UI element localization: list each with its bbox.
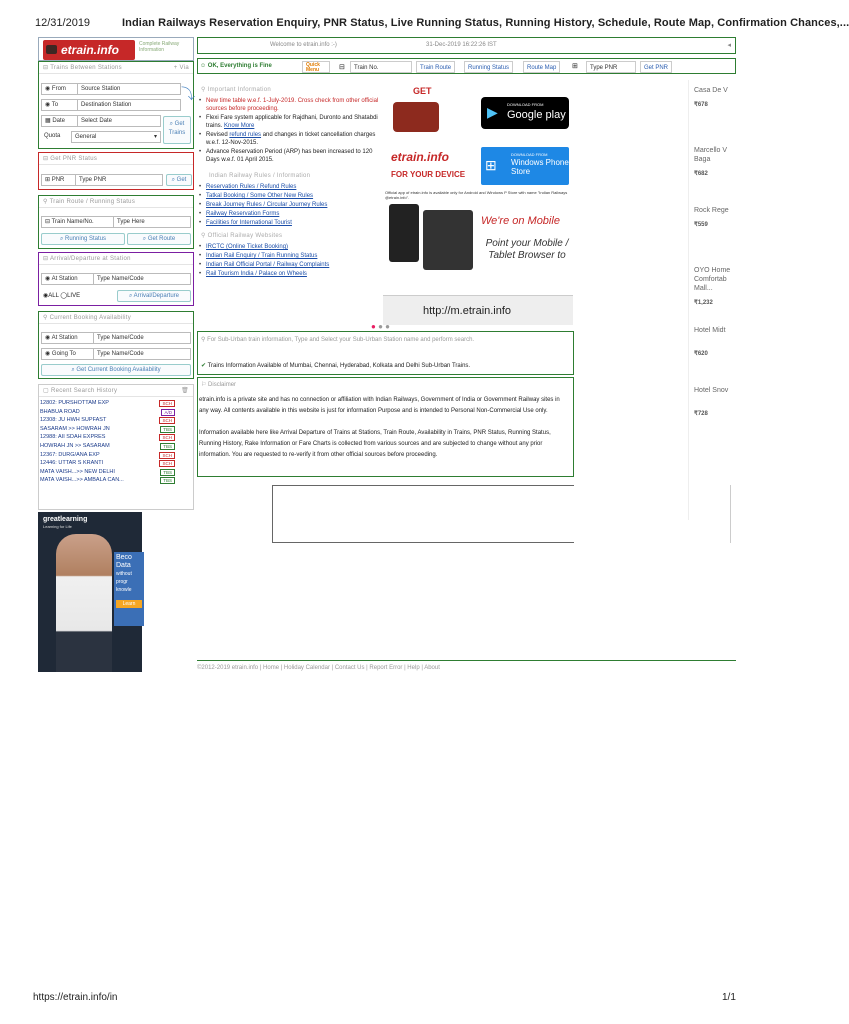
ad-line5: knowle	[116, 587, 132, 593]
important-info-item	[197, 114, 381, 130]
get-trains-label: Get Trains	[168, 121, 186, 136]
rules-link[interactable]: Break Journey Rules / Circular Journey Rules	[206, 202, 328, 208]
important-info-title: ⚲ Important Information	[201, 87, 271, 93]
pnr-input[interactable]: Type PNR	[586, 61, 636, 73]
rules-link[interactable]: Tatkal Booking / Some Other New Rules	[206, 193, 314, 199]
rules-link[interactable]: Railway Reservation Forms	[206, 211, 280, 217]
hotel-price: ₹678	[694, 102, 708, 108]
recent-search-text: 12367: DURG/ANA EXP	[40, 451, 100, 458]
important-info-text: Revised	[206, 132, 230, 138]
ad-get: GET	[413, 86, 432, 96]
pnr-status-title: ⊟ Get PNR Status	[39, 153, 193, 165]
important-info-title-text: Important Information	[207, 87, 271, 93]
arrival-title: ⊟ Arrival/Departure at Station	[39, 253, 193, 265]
suburban-title-text: For Sub-Urban train information, Type and Select your Sub-Urban Station name and perform search.	[207, 337, 475, 343]
arrival-departure-label: Arrival/Departure	[133, 293, 180, 299]
windows-icon: ⊞	[485, 157, 497, 173]
ad-brand-text: etrain.info	[391, 150, 450, 164]
hotel-price: ₹559	[694, 222, 708, 228]
rules-link[interactable]: Facilities for International Tourist	[206, 220, 292, 226]
recent-search-tag: SCH	[159, 460, 175, 467]
swap-stations-icon[interactable]: ⤵	[181, 86, 195, 102]
delete-history-icon[interactable]: 🗑	[181, 388, 189, 394]
important-info-link[interactable]: Know More	[224, 123, 255, 129]
rules-title: Indian Railway Rules / Information	[209, 173, 311, 179]
collapse-icon[interactable]: ◂	[727, 42, 731, 49]
quota-label: Quota	[41, 131, 71, 143]
going-to-label: ◉ Going To	[41, 348, 93, 360]
recent-search-text: MATA VAISH...>> AMBALA CAN...	[40, 477, 124, 484]
status-text: OK, Everything is Fine	[207, 63, 272, 69]
suburban-info	[201, 362, 470, 369]
train-route-title-text: Train Route / Running Status	[49, 199, 136, 205]
current-booking-button[interactable]: ⌕ Get Current Booking Availability	[41, 364, 191, 376]
rules-item	[197, 183, 381, 191]
rules-link[interactable]: Reservation Rules / Refund Rules	[206, 184, 297, 190]
ad-line1: Beco	[116, 554, 132, 561]
side-ad-banner[interactable]	[38, 512, 142, 672]
ad-line4: progr	[116, 579, 128, 585]
status-indicator: ☺ OK, Everything is Fine	[200, 63, 272, 69]
mobile-app-ad[interactable]	[371, 80, 573, 331]
recent-search-text: SASARAM >> HOWRAH JN	[40, 425, 110, 432]
official-site-item	[197, 261, 381, 269]
important-info-text: and changes in ticket cancellation charges w.e.f. 12-Nov-2015.	[206, 132, 376, 146]
booking-station-label-text: At Station	[51, 335, 78, 341]
disclaimer-title-text: Disclaimer	[208, 382, 237, 388]
pnr-status-title-text: Get PNR Status	[50, 156, 98, 162]
print-page-number: 1/1	[722, 992, 736, 1003]
current-booking-panel	[38, 311, 194, 379]
official-site-item	[197, 243, 381, 251]
official-site-link[interactable]: Indian Rail Enquiry / Train Running Status	[206, 253, 318, 259]
ad-mobile-slogan: We're on Mobile	[481, 215, 560, 227]
arrival-departure-panel	[38, 252, 194, 306]
pnr-icon: ⊞	[572, 63, 578, 70]
suburban-title: ⚲ For Sub-Urban train information, Type and Select your Sub-Urban Station name and perform search.	[201, 337, 475, 343]
recent-search-item[interactable]	[39, 399, 193, 408]
pnr-label: ⊞ PNR	[41, 174, 75, 186]
official-sites-list	[197, 243, 381, 278]
recent-search-text: 12308: JU HWH SUPFAST	[40, 417, 107, 424]
arrival-station-label-text: At Station	[51, 276, 78, 282]
arrival-station-label: ◉ At Station	[41, 273, 93, 285]
recent-search-title: ▢ Recent Search History 🗑	[39, 385, 193, 397]
print-date: 12/31/2019	[35, 17, 91, 29]
train-icon: ⊟	[339, 64, 345, 71]
hotel-price: ₹620	[694, 351, 708, 357]
to-label-text: To	[51, 102, 59, 108]
get-pnr-status-button[interactable]: ⌕ Get	[166, 174, 192, 186]
recent-search-tag: SCH	[159, 417, 175, 424]
official-site-link[interactable]: Indian Rail Official Portal / Railway Complaints	[206, 262, 330, 268]
ad-note: Official app of etrain.info is available only for Android and Windows P Store with name "Indian Railways @etrain.info".	[385, 190, 568, 200]
rules-list	[197, 183, 381, 227]
important-info-item	[197, 148, 381, 164]
official-site-item	[197, 270, 381, 278]
train-name-label: ⊟ Train Name/No.	[41, 216, 113, 228]
pnr-status-panel	[38, 152, 194, 190]
going-to-input[interactable]: Type Name/Code	[93, 348, 191, 360]
hotel-name[interactable]: Casa De V	[694, 87, 728, 94]
recent-search-item[interactable]	[39, 416, 193, 425]
recent-search-item[interactable]	[39, 425, 193, 434]
ad-url: http://m.etrain.info	[423, 305, 512, 317]
from-label-text: From	[51, 86, 66, 92]
train-name-label-text: Train Name/No.	[51, 219, 94, 225]
hotel-name[interactable]: OYO Home Comfortab Mall...	[694, 267, 731, 292]
hotel-name[interactable]: Rock Rege	[694, 207, 729, 214]
get-pnr-status-label: Get	[176, 177, 187, 183]
arrival-title-text: Arrival/Departure at Station	[49, 256, 131, 262]
recent-search-item[interactable]	[39, 433, 193, 442]
recent-search-text: 12446: UTTAR S KRANTI	[40, 460, 104, 467]
rules-item	[197, 192, 381, 200]
recent-search-tag: TBS	[160, 426, 175, 433]
get-pnr-button[interactable]: Get PNR	[640, 61, 672, 73]
gp-download-from: DOWNLOAD FROM	[507, 102, 544, 107]
disclaimer-p2: Information available here like Arrival Departure of Trains at Stations, Train Route, Availability in Trains, PNR Status, Running Status, Running History, Rake Information or Fare Charts is collected from various sources and are subjected to change without any prior information. You are requested to re-verify it from other official sources before proceeding.	[199, 430, 551, 458]
carousel-dots[interactable]: ● ● ●	[371, 322, 390, 331]
date-label-text: Date	[52, 118, 66, 124]
important-info-text: Advance Reservation Period (ARP) has been increased to 120 Days w.e.f. 01 April 2015.	[206, 149, 373, 163]
ad-person-image	[56, 534, 112, 672]
ad-line3: without	[116, 571, 132, 577]
trains-between-title-text: Trains Between Stations	[50, 65, 122, 71]
via-button[interactable]: + Via	[173, 65, 189, 71]
rules-item	[197, 219, 381, 227]
print-url: https://etrain.info/in	[33, 992, 118, 1003]
ad-divider	[730, 485, 731, 543]
arrival-mode-radios[interactable]: ◉ALL ◯LIVE	[43, 293, 81, 299]
get-route-label: Get Route	[147, 236, 176, 242]
recent-search-item[interactable]	[39, 408, 193, 417]
recent-search-list	[39, 397, 193, 485]
suburban-info-text: Trains Information Available of Mumbai, Chennai, Hyderabad, Kolkata and Delhi Sub-Urban Trains.	[207, 363, 471, 369]
disclaimer-section	[197, 377, 574, 477]
recent-search-item[interactable]	[39, 442, 193, 451]
important-info-item	[197, 97, 381, 113]
train-route-panel	[38, 195, 194, 249]
hotel-name[interactable]: Marcello V Baga	[694, 147, 728, 163]
quick-menu-button[interactable]: Quick Menu	[302, 61, 330, 73]
disclaimer-title: ⚐ Disclaimer	[201, 382, 237, 388]
gp-label: Google play	[507, 109, 566, 121]
welcome-bar	[197, 37, 736, 54]
check-icon: ✔	[201, 363, 207, 369]
date-input[interactable]: Select Date	[77, 115, 161, 127]
running-status-label: Running Status	[65, 236, 107, 242]
recent-search-text: BHABUA ROAD	[40, 408, 80, 415]
booking-station-input[interactable]: Type Name/Code	[93, 332, 191, 344]
official-site-link[interactable]: Rail Tourism India / Palace on Wheels	[206, 271, 307, 277]
hotel-name[interactable]: Hotel Midt	[694, 327, 726, 334]
route-map-button[interactable]: Route Map	[523, 61, 560, 73]
rules-item	[197, 210, 381, 218]
current-booking-title-text: Current Booking Availability	[49, 315, 132, 321]
ws-label: Windows Phone Store	[511, 158, 569, 176]
train-name-input[interactable]: Type Here	[113, 216, 191, 228]
site-logo[interactable]	[38, 37, 194, 61]
recent-search-item[interactable]	[39, 476, 193, 485]
important-info-text: Flexi Fare system applicable for Rajdhani, Duronto and Shatabdi trains.	[206, 115, 378, 129]
pnr-label-text: PNR	[51, 177, 65, 183]
official-site-link[interactable]: IRCTC (Online Ticket Booking)	[206, 244, 289, 250]
to-input[interactable]: Destination Station	[77, 99, 181, 111]
recent-search-item[interactable]	[39, 468, 193, 477]
print-title: Indian Railways Reservation Enquiry, PNR Status, Live Running Status, Running History, Schedule, Route Map, Confirmation Chances,...	[122, 17, 849, 29]
quota-value: General	[75, 134, 97, 140]
suburban-section	[197, 331, 574, 375]
arrival-departure-button[interactable]: ⌕ Arrival/Departure	[117, 290, 191, 302]
train-no-input[interactable]: Train No.	[350, 61, 412, 73]
hotel-price: ₹728	[694, 411, 708, 417]
quota-select[interactable]	[71, 131, 161, 143]
recent-search-tag: TBS	[160, 443, 175, 450]
recent-search-item[interactable]	[39, 459, 193, 468]
recent-search-text: MATA VAISH...>> NEW DELHI	[40, 468, 115, 475]
ws-download-from: DOWNLOAD FROM	[511, 152, 548, 157]
recent-search-text: 12988: AII SDAH EXPRES	[40, 434, 106, 441]
chevron-down-icon: ▾	[153, 134, 157, 140]
ad-line2: Data	[116, 562, 131, 569]
pnr-number-input[interactable]: Type PNR	[75, 174, 163, 186]
recent-search-title-text: Recent Search History	[50, 388, 118, 394]
hotel-price: ₹682	[694, 171, 708, 177]
hotel-divider	[688, 80, 689, 520]
google-play-badge[interactable]	[481, 97, 569, 129]
arrival-station-input[interactable]: Type Name/Code	[93, 273, 191, 285]
recent-search-tag: SCH	[159, 434, 175, 441]
date-label: ▦ Date	[41, 115, 77, 127]
play-icon: ▶	[487, 104, 498, 120]
ad-placeholder	[272, 485, 574, 543]
logo-tagline: Complete Railway Information	[139, 41, 180, 53]
recent-search-tag: TBS	[160, 469, 175, 476]
phone-image-2	[423, 210, 473, 270]
from-label: ◉ From	[41, 83, 77, 95]
important-info-list	[197, 97, 381, 164]
ad-brand: greatlearning	[43, 516, 88, 523]
running-status-button[interactable]: Running Status	[464, 61, 513, 73]
important-info-text: New time table w.e.f. 1-July-2019. Cross check from other official sources before proceeding.	[206, 98, 379, 112]
get-route-button[interactable]: ⌕ Get Route	[127, 233, 191, 245]
booking-station-label: ◉ At Station	[41, 332, 93, 344]
get-trains-button[interactable]: ⌕ Get Trains	[163, 116, 191, 144]
recent-search-text: HOWRAH JN >> SASARAM	[40, 442, 110, 449]
official-sites-title: ⚲ Official Railway Websites	[201, 233, 283, 239]
top-toolbar	[197, 58, 736, 74]
going-to-label-text: Going To	[51, 351, 76, 357]
recent-search-tag: SCH	[159, 452, 175, 459]
hotel-name[interactable]: Hotel Snov	[694, 387, 729, 394]
train-route-title: ⚲ Train Route / Running Status	[39, 196, 193, 208]
hotel-price: ₹1,232	[694, 300, 713, 306]
info-column	[197, 78, 381, 330]
ad-text-block	[114, 552, 144, 626]
official-site-item	[197, 252, 381, 260]
important-info-item	[197, 131, 381, 147]
recent-search-tag: TBS	[160, 477, 175, 484]
phone-image-1	[389, 204, 419, 262]
opt-all-label: ALL	[48, 293, 59, 299]
train-route-button[interactable]: Train Route	[416, 61, 455, 73]
welcome-datetime: 31-Dec-2019 16:22:26 IST	[426, 42, 497, 48]
ad-cta-button[interactable]: Learn	[116, 600, 142, 608]
trains-between-title: ⊟ Trains Between Stations + Via	[39, 62, 193, 74]
current-booking-title: ⚲ Current Booking Availability	[39, 312, 193, 324]
running-status-panel-button[interactable]: ⌕ Running Status	[41, 233, 125, 245]
rules-item	[197, 201, 381, 209]
from-input[interactable]: Source Station	[77, 83, 181, 95]
ad-for-device: FOR YOUR DEVICE	[391, 170, 466, 179]
recent-search-panel	[38, 384, 194, 510]
important-info-link[interactable]: refund rules	[229, 132, 262, 138]
trains-between-panel	[38, 61, 194, 149]
disclaimer-p1: etrain.info is a private site and has no connection or affiliation with Indian Railways, Government of India or Government Railway sites in any way. All contents available in this website is just for information Purpose and is intended to Personal Non-Commercial Use only.	[199, 397, 560, 414]
recent-search-tag: A/D	[161, 409, 175, 416]
recent-search-text: 12802: PURSHOTTAM EXP	[40, 400, 109, 406]
ad-point-browser: Point your Mobile / Tablet Browser to	[485, 238, 569, 261]
windows-store-badge[interactable]	[481, 147, 569, 185]
site-footer: ©2012-2019 etrain.info | Home | Holiday Calendar | Contact Us | Report Error | Help | About	[197, 660, 736, 671]
official-sites-title-text: Official Railway Websites	[207, 233, 283, 239]
current-booking-label: Get Current Booking Availability	[76, 367, 161, 373]
welcome-text: Welcome to etrain.info :-)	[270, 42, 337, 48]
opt-live-label: LIVE	[67, 293, 81, 299]
recent-search-tag: SCH	[159, 400, 175, 407]
ad-url-bar	[383, 295, 573, 325]
logo-mark: etrain.info	[43, 40, 135, 60]
train-engine-icon	[393, 102, 439, 132]
to-label: ◉ To	[41, 99, 77, 111]
recent-search-item[interactable]	[39, 451, 193, 460]
ad-brand-sub: Learning for Life	[43, 524, 72, 529]
